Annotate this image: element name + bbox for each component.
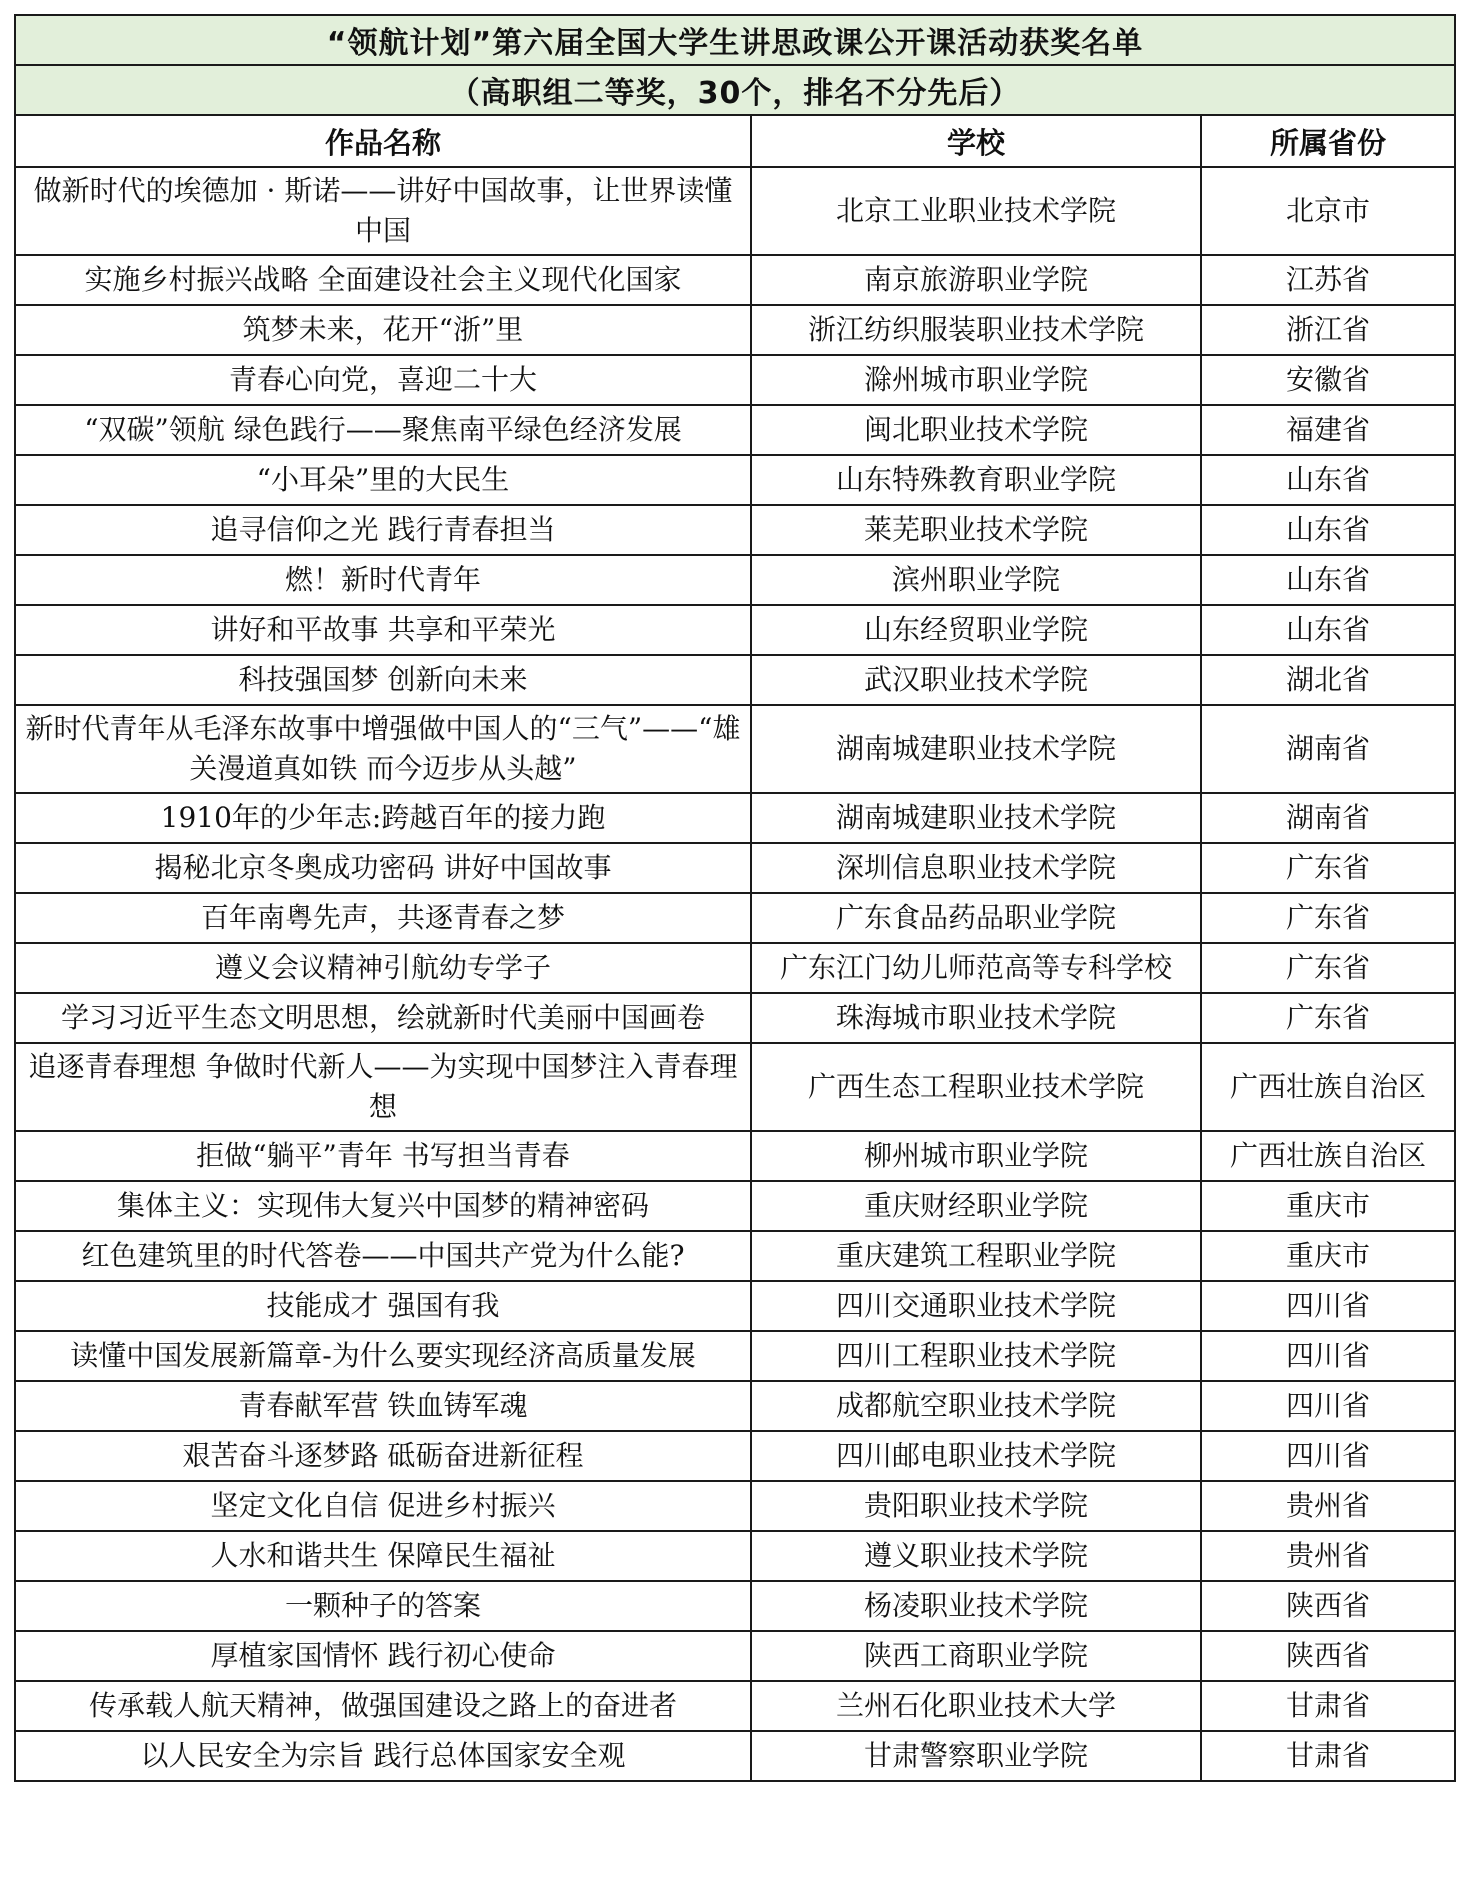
work-title-cell: 一颗种子的答案 [15, 1581, 751, 1631]
work-title-cell: 以人民安全为宗旨 践行总体国家安全观 [15, 1731, 751, 1781]
work-title-cell: “小耳朵”里的大民生 [15, 455, 751, 505]
work-title-cell: 红色建筑里的时代答卷——中国共产党为什么能? [15, 1231, 751, 1281]
school-cell: 广东江门幼儿师范高等专科学校 [751, 943, 1201, 993]
table-row [15, 843, 1455, 893]
table-row [15, 355, 1455, 405]
work-title-cell: 燃！新时代青年 [15, 555, 751, 605]
work-title-cell: 新时代青年从毛泽东故事中增强做中国人的“三气”——“雄关漫道真如铁 而今迈步从头越” [15, 705, 751, 793]
work-title-cell: 拒做“躺平”青年 书写担当青春 [15, 1131, 751, 1181]
province-cell: 湖北省 [1201, 655, 1455, 705]
work-title-cell: 科技强国梦 创新向未来 [15, 655, 751, 705]
work-title-cell: 筑梦未来，花开“浙”里 [15, 305, 751, 355]
work-title-cell: 追逐青春理想 争做时代新人——为实现中国梦注入青春理想 [15, 1043, 751, 1131]
school-cell: 柳州城市职业学院 [751, 1131, 1201, 1181]
province-cell: 四川省 [1201, 1281, 1455, 1331]
table-row [15, 1381, 1455, 1431]
school-cell: 广东食品药品职业学院 [751, 893, 1201, 943]
work-title-cell: 遵义会议精神引航幼专学子 [15, 943, 751, 993]
work-title-cell: 青春心向党，喜迎二十大 [15, 355, 751, 405]
work-title-cell: 追寻信仰之光 践行青春担当 [15, 505, 751, 555]
header-row [15, 115, 1455, 167]
table-row [15, 1231, 1455, 1281]
table-row [15, 993, 1455, 1043]
school-cell: 珠海城市职业技术学院 [751, 993, 1201, 1043]
work-title-cell: 传承载人航天精神，做强国建设之路上的奋进者 [15, 1681, 751, 1731]
school-cell: 四川工程职业技术学院 [751, 1331, 1201, 1381]
province-cell: 四川省 [1201, 1331, 1455, 1381]
province-cell: 安徽省 [1201, 355, 1455, 405]
school-cell: 重庆建筑工程职业学院 [751, 1231, 1201, 1281]
table-row [15, 1181, 1455, 1231]
table-subtitle: （高职组二等奖，30个，排名不分先后） [15, 65, 1455, 115]
work-title-cell: 读懂中国发展新篇章-为什么要实现经济高质量发展 [15, 1331, 751, 1381]
school-cell: 湖南城建职业技术学院 [751, 705, 1201, 793]
table-row [15, 455, 1455, 505]
school-cell: 兰州石化职业技术大学 [751, 1681, 1201, 1731]
table-row [15, 405, 1455, 455]
work-title-cell: 实施乡村振兴战略 全面建设社会主义现代化国家 [15, 255, 751, 305]
province-cell: 甘肃省 [1201, 1681, 1455, 1731]
table-row [15, 1581, 1455, 1631]
school-cell: 湖南城建职业技术学院 [751, 793, 1201, 843]
work-title-cell: 技能成才 强国有我 [15, 1281, 751, 1331]
table-row [15, 1681, 1455, 1731]
province-cell: 福建省 [1201, 405, 1455, 455]
province-cell: 湖南省 [1201, 793, 1455, 843]
province-cell: 四川省 [1201, 1431, 1455, 1481]
column-header-school: 学校 [751, 115, 1201, 167]
table-row [15, 605, 1455, 655]
province-cell: 广东省 [1201, 893, 1455, 943]
table-row [15, 1131, 1455, 1181]
work-title-cell: 集体主义：实现伟大复兴中国梦的精神密码 [15, 1181, 751, 1231]
table-row [15, 793, 1455, 843]
table-title: “领航计划”第六届全国大学生讲思政课公开课活动获奖名单 [15, 15, 1455, 65]
school-cell: 成都航空职业技术学院 [751, 1381, 1201, 1431]
school-cell: 甘肃警察职业学院 [751, 1731, 1201, 1781]
school-cell: 陕西工商职业学院 [751, 1631, 1201, 1681]
province-cell: 重庆市 [1201, 1231, 1455, 1281]
table-row [15, 505, 1455, 555]
province-cell: 陕西省 [1201, 1581, 1455, 1631]
province-cell: 陕西省 [1201, 1631, 1455, 1681]
table-row [15, 1531, 1455, 1581]
table-row [15, 167, 1455, 255]
school-cell: 重庆财经职业学院 [751, 1181, 1201, 1231]
province-cell: 广东省 [1201, 943, 1455, 993]
school-cell: 山东经贸职业学院 [751, 605, 1201, 655]
province-cell: 山东省 [1201, 505, 1455, 555]
work-title-cell: 厚植家国情怀 践行初心使命 [15, 1631, 751, 1681]
school-cell: 南京旅游职业学院 [751, 255, 1201, 305]
school-cell: 山东特殊教育职业学院 [751, 455, 1201, 505]
work-title-cell: 百年南粤先声，共逐青春之梦 [15, 893, 751, 943]
work-title-cell: “双碳”领航 绿色践行——聚焦南平绿色经济发展 [15, 405, 751, 455]
table-row [15, 893, 1455, 943]
school-cell: 贵阳职业技术学院 [751, 1481, 1201, 1531]
table-row [15, 1281, 1455, 1331]
work-title-cell: 青春献军营 铁血铸军魂 [15, 1381, 751, 1431]
school-cell: 滨州职业学院 [751, 555, 1201, 605]
province-cell: 贵州省 [1201, 1531, 1455, 1581]
work-title-cell: 坚定文化自信 促进乡村振兴 [15, 1481, 751, 1531]
table-row [15, 1331, 1455, 1381]
table-row [15, 705, 1455, 793]
subtitle-row [15, 65, 1455, 115]
work-title-cell: 1910年的少年志:跨越百年的接力跑 [15, 793, 751, 843]
province-cell: 江苏省 [1201, 255, 1455, 305]
school-cell: 四川邮电职业技术学院 [751, 1431, 1201, 1481]
school-cell: 四川交通职业技术学院 [751, 1281, 1201, 1331]
work-title-cell: 人水和谐共生 保障民生福祉 [15, 1531, 751, 1581]
school-cell: 武汉职业技术学院 [751, 655, 1201, 705]
work-title-cell: 做新时代的埃德加 · 斯诺——讲好中国故事，让世界读懂中国 [15, 167, 751, 255]
province-cell: 广西壮族自治区 [1201, 1043, 1455, 1131]
column-header-province: 所属省份 [1201, 115, 1455, 167]
column-header-work: 作品名称 [15, 115, 751, 167]
province-cell: 北京市 [1201, 167, 1455, 255]
province-cell: 湖南省 [1201, 705, 1455, 793]
province-cell: 山东省 [1201, 455, 1455, 505]
table-row [15, 1731, 1455, 1781]
province-cell: 山东省 [1201, 555, 1455, 605]
province-cell: 甘肃省 [1201, 1731, 1455, 1781]
province-cell: 重庆市 [1201, 1181, 1455, 1231]
province-cell: 四川省 [1201, 1381, 1455, 1431]
table-row [15, 943, 1455, 993]
title-row [15, 15, 1455, 65]
school-cell: 闽北职业技术学院 [751, 405, 1201, 455]
award-table [14, 14, 1456, 1782]
school-cell: 浙江纺织服装职业技术学院 [751, 305, 1201, 355]
school-cell: 滁州城市职业学院 [751, 355, 1201, 405]
table-row [15, 1631, 1455, 1681]
table-row [15, 1043, 1455, 1131]
table-row [15, 555, 1455, 605]
school-cell: 深圳信息职业技术学院 [751, 843, 1201, 893]
school-cell: 遵义职业技术学院 [751, 1531, 1201, 1581]
province-cell: 广东省 [1201, 843, 1455, 893]
table-row [15, 305, 1455, 355]
province-cell: 浙江省 [1201, 305, 1455, 355]
province-cell: 贵州省 [1201, 1481, 1455, 1531]
school-cell: 广西生态工程职业技术学院 [751, 1043, 1201, 1131]
province-cell: 广西壮族自治区 [1201, 1131, 1455, 1181]
table-row [15, 1481, 1455, 1531]
province-cell: 山东省 [1201, 605, 1455, 655]
work-title-cell: 艰苦奋斗逐梦路 砥砺奋进新征程 [15, 1431, 751, 1481]
table-row [15, 655, 1455, 705]
school-cell: 北京工业职业技术学院 [751, 167, 1201, 255]
table-row [15, 1431, 1455, 1481]
table-body [15, 167, 1455, 1781]
school-cell: 莱芜职业技术学院 [751, 505, 1201, 555]
province-cell: 广东省 [1201, 993, 1455, 1043]
work-title-cell: 讲好和平故事 共享和平荣光 [15, 605, 751, 655]
school-cell: 杨凌职业技术学院 [751, 1581, 1201, 1631]
table-row [15, 255, 1455, 305]
work-title-cell: 学习习近平生态文明思想，绘就新时代美丽中国画卷 [15, 993, 751, 1043]
work-title-cell: 揭秘北京冬奥成功密码 讲好中国故事 [15, 843, 751, 893]
